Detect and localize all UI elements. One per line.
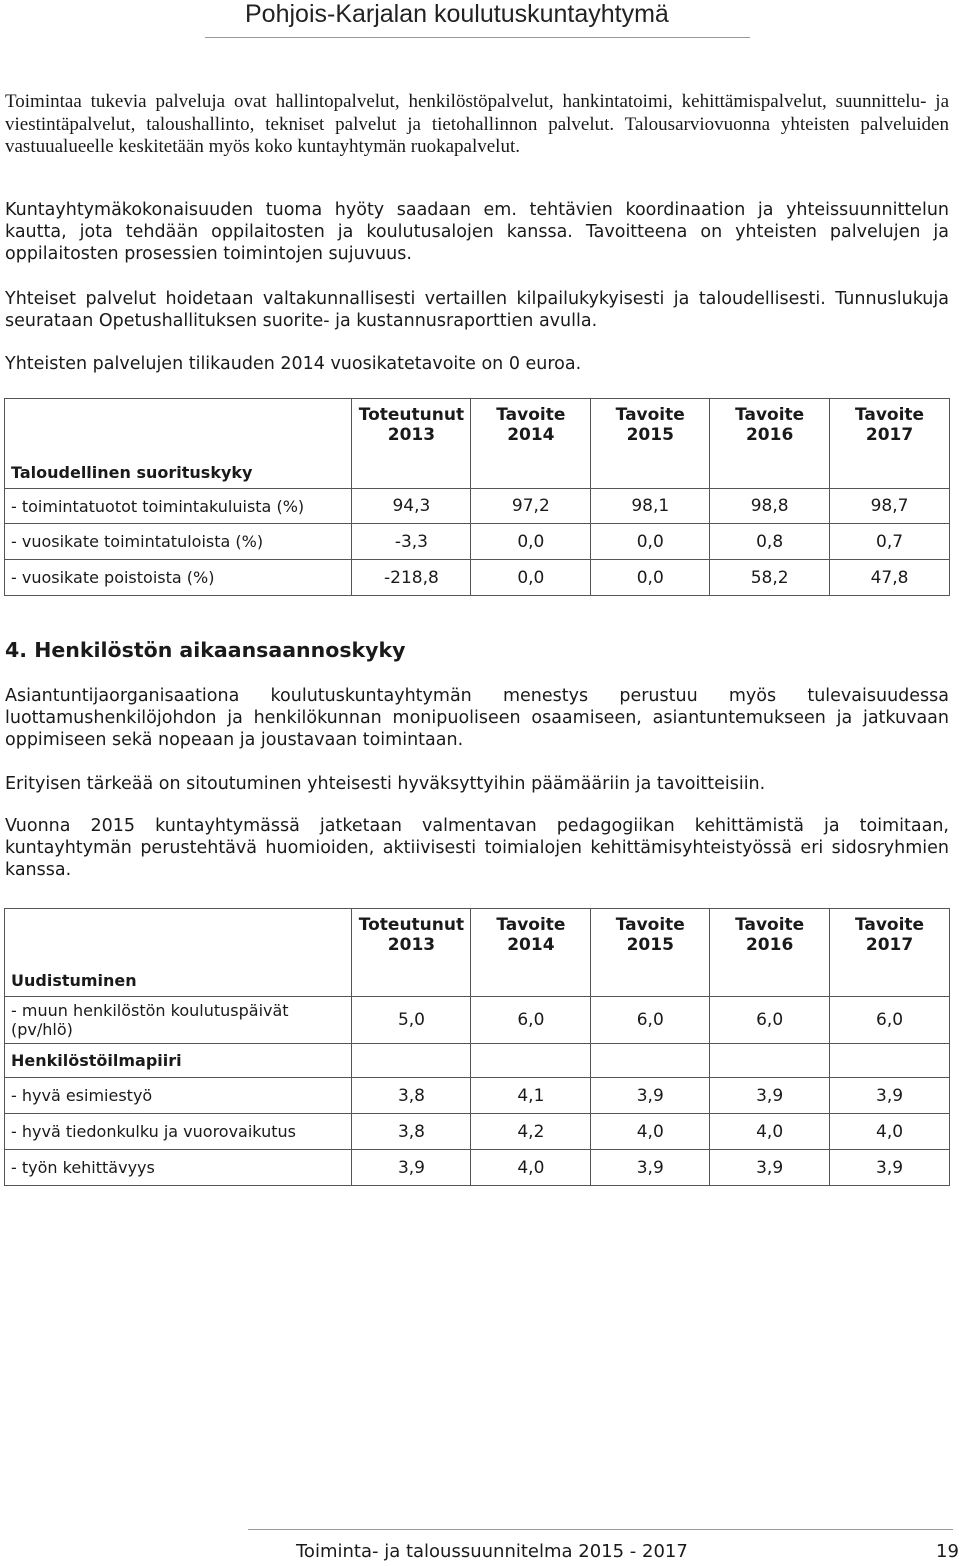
value-cell: 0,7 xyxy=(830,524,950,560)
value-cell: 98,1 xyxy=(591,489,710,524)
group-label-renewal: Uudistuminen xyxy=(5,909,352,997)
value-cell: 0,0 xyxy=(471,560,591,596)
value-cell: 94,3 xyxy=(352,489,471,524)
row-label: - muun henkilöstön koulutuspäivät (pv/hlö) xyxy=(5,997,352,1044)
value-cell: 0,8 xyxy=(710,524,830,560)
page-number: 19 xyxy=(936,1541,959,1562)
value-cell: 0,0 xyxy=(471,524,591,560)
empty-cell xyxy=(352,1044,471,1078)
value-cell: 3,9 xyxy=(591,1078,710,1114)
header-cell: Tavoite 2016 xyxy=(710,399,830,489)
paragraph-support-services: Toimintaa tukevia palveluja ovat hallintopalvelut, henkilöstöpalvelut, hankintatoimi, kehittämispalvelut, suunnittelu- ja viestintäpalvelut, taloushallinto, tekniset palvelut ja tietohallinnon palvelut. Talousarviovuonna yhteisten palveluiden vastuualueelle keskitetään myös koko kuntayhtymän ruokapalvelut. xyxy=(5,91,949,157)
group-label-climate: Henkilöstöilmapiiri xyxy=(5,1044,352,1078)
value-cell: 6,0 xyxy=(830,997,950,1044)
header-cell: Toteutunut 2013 xyxy=(352,399,471,489)
value-cell: 58,2 xyxy=(710,560,830,596)
value-cell: 3,9 xyxy=(710,1078,830,1114)
table-row xyxy=(5,560,950,596)
empty-cell xyxy=(591,1044,710,1078)
empty-cell xyxy=(710,1044,830,1078)
table-row xyxy=(5,489,950,524)
value-cell: -218,8 xyxy=(352,560,471,596)
section-heading: 4. Henkilöstön aikaansaannoskyky xyxy=(5,638,406,662)
table-row xyxy=(5,1150,950,1186)
table-group-row xyxy=(5,1044,950,1078)
value-cell: 4,2 xyxy=(471,1114,591,1150)
paragraph-commitment: Erityisen tärkeää on sitoutuminen yhteisesti hyväksyttyihin päämääriin ja tavoitteisiin. xyxy=(5,774,766,794)
table-row xyxy=(5,997,950,1044)
value-cell: 6,0 xyxy=(471,997,591,1044)
value-cell: 4,0 xyxy=(830,1114,950,1150)
row-label: - vuosikate toimintatuloista (%) xyxy=(5,524,352,560)
value-cell: 0,0 xyxy=(591,560,710,596)
row-label: - hyvä esimiestyö xyxy=(5,1078,352,1114)
paragraph-expert-organization: Asiantuntijaorganisaationa koulutuskuntayhtymän menestys perustuu myös tulevaisuudessa luottamushenkilöjohdon ja henkilökunnan monipuoliseen osaamiseen, asiantuntemukseen ja jatkuvaan oppimiseen sekä nopeaan ja joustavaan toimintaan. xyxy=(5,686,949,750)
header-cell: Tavoite 2014 xyxy=(471,909,591,997)
value-cell: 3,8 xyxy=(352,1078,471,1114)
table-header-row xyxy=(5,909,950,997)
value-cell: 3,9 xyxy=(830,1078,950,1114)
row-label: - työn kehittävyys xyxy=(5,1150,352,1186)
footer-divider xyxy=(248,1529,953,1530)
row-label: - vuosikate poistoista (%) xyxy=(5,560,352,596)
paragraph-competitiveness: Yhteiset palvelut hoidetaan valtakunnallisesti vertaillen kilpailukykyisesti ja taloudellisesti. Tunnuslukuja seurataan Opetushallituksen suorite- ja kustannusraporttien avulla. xyxy=(5,289,949,331)
table-row xyxy=(5,524,950,560)
empty-cell xyxy=(830,1044,950,1078)
value-cell: 6,0 xyxy=(710,997,830,1044)
paragraph-margin-target: Yhteisten palvelujen tilikauden 2014 vuosikatetavoite on 0 euroa. xyxy=(5,354,582,374)
header-cell: Tavoite 2017 xyxy=(830,399,950,489)
paragraph-pedagogy: Vuonna 2015 kuntayhtymässä jatketaan valmentavan pedagogiikan kehittämistä ja toimitaan, kuntayhtymän perustehtävä huomioiden, aktiivisesti toimialojen kehittämisyhteistyössä eri sidosryhmien kanssa. xyxy=(5,816,949,880)
value-cell: 3,9 xyxy=(352,1150,471,1186)
personnel-table xyxy=(4,908,950,1186)
value-cell: 3,9 xyxy=(591,1150,710,1186)
header-cell: Tavoite 2017 xyxy=(830,909,950,997)
value-cell: 47,8 xyxy=(830,560,950,596)
page-header-title: Pohjois-Karjalan koulutuskuntayhtymä xyxy=(245,0,669,28)
empty-cell xyxy=(471,1044,591,1078)
value-cell: 98,7 xyxy=(830,489,950,524)
value-cell: 5,0 xyxy=(352,997,471,1044)
value-cell: 4,0 xyxy=(591,1114,710,1150)
value-cell: 4,1 xyxy=(471,1078,591,1114)
header-cell: Toteutunut 2013 xyxy=(352,909,471,997)
table-header-row xyxy=(5,399,950,489)
value-cell: 98,8 xyxy=(710,489,830,524)
value-cell: 3,9 xyxy=(830,1150,950,1186)
table-row xyxy=(5,1114,950,1150)
row-label: - toimintatuotot toimintakuluista (%) xyxy=(5,489,352,524)
value-cell: 0,0 xyxy=(591,524,710,560)
value-cell: 6,0 xyxy=(591,997,710,1044)
footer-title: Toiminta- ja taloussuunnitelma 2015 - 2017 xyxy=(296,1541,688,1562)
value-cell: 3,9 xyxy=(710,1150,830,1186)
group-label-financial: Taloudellinen suorituskyky xyxy=(5,399,352,489)
value-cell: 4,0 xyxy=(710,1114,830,1150)
value-cell: 3,8 xyxy=(352,1114,471,1150)
header-cell: Tavoite 2015 xyxy=(591,909,710,997)
header-cell: Tavoite 2016 xyxy=(710,909,830,997)
table-row xyxy=(5,1078,950,1114)
header-divider xyxy=(205,37,750,38)
value-cell: 4,0 xyxy=(471,1150,591,1186)
header-cell: Tavoite 2014 xyxy=(471,399,591,489)
value-cell: 97,2 xyxy=(471,489,591,524)
header-cell: Tavoite 2015 xyxy=(591,399,710,489)
paragraph-benefit: Kuntayhtymäkokonaisuuden tuoma hyöty saadaan em. tehtävien koordinaation ja yhteissuunnittelun kautta, jota tehdään oppilaitosten ja koulutusalojen kanssa. Tavoitteena on yhteisten palvelujen ja oppilaitosten prosessien toimintojen sujuvuus. xyxy=(5,200,949,264)
financial-performance-table xyxy=(4,398,950,596)
value-cell: -3,3 xyxy=(352,524,471,560)
row-label: - hyvä tiedonkulku ja vuorovaikutus xyxy=(5,1114,352,1150)
